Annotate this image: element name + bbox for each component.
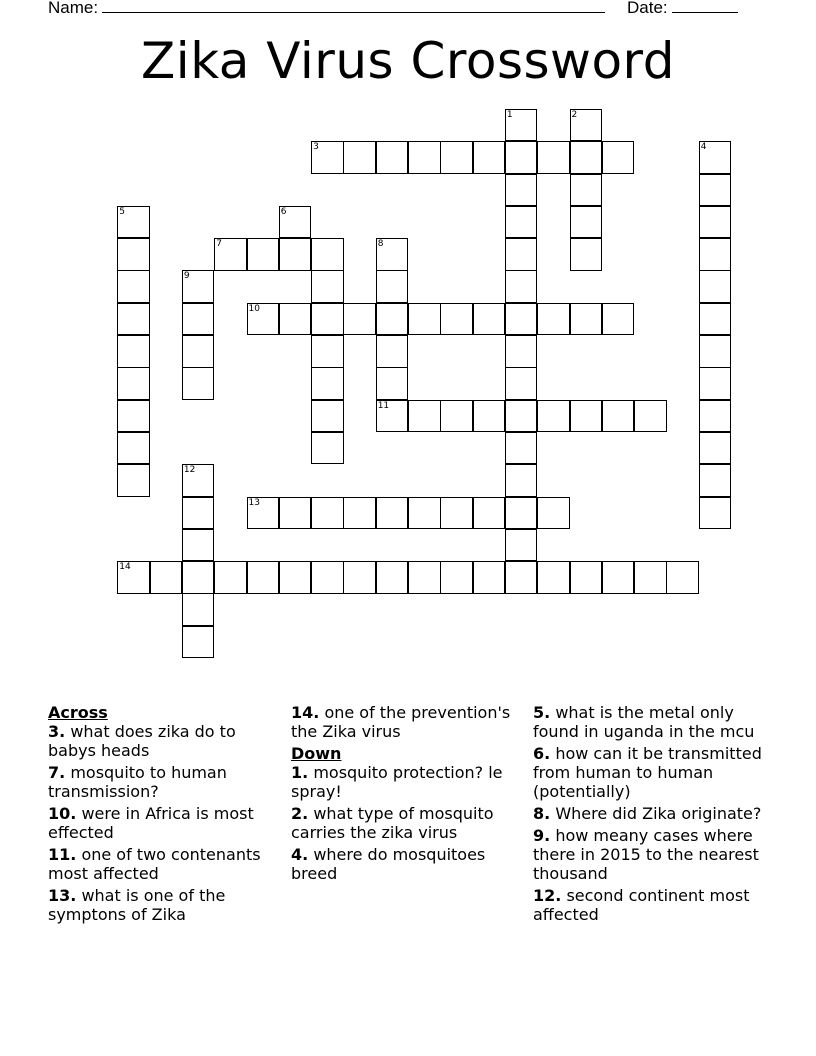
crossword-cell[interactable] [408, 561, 441, 594]
crossword-cell[interactable] [408, 141, 441, 174]
crossword-cell[interactable] [279, 561, 312, 594]
clue-number: 5 [119, 206, 126, 217]
crossword-cell[interactable] [505, 238, 538, 271]
crossword-cell[interactable] [473, 400, 506, 433]
crossword-cell[interactable] [376, 497, 409, 530]
date-label: Date: [627, 0, 668, 17]
crossword-cell[interactable] [182, 270, 215, 303]
crossword-cell[interactable] [214, 238, 247, 271]
crossword-cell[interactable] [247, 561, 280, 594]
crossword-cell[interactable] [440, 561, 473, 594]
crossword-cell[interactable] [279, 206, 312, 239]
crossword-cell[interactable] [505, 432, 538, 465]
crossword-cell[interactable] [505, 303, 538, 336]
crossword-cell[interactable] [117, 367, 150, 400]
crossword-cell[interactable] [699, 238, 732, 271]
crossword-cell[interactable] [376, 303, 409, 336]
crossword-cell[interactable] [505, 400, 538, 433]
crossword-cell[interactable] [570, 561, 603, 594]
crossword-cell[interactable] [182, 464, 215, 497]
clues-column-2 [291, 702, 527, 886]
crossword-cell[interactable] [117, 432, 150, 465]
crossword-cell[interactable] [699, 400, 732, 433]
crossword-cell[interactable] [505, 270, 538, 303]
crossword-cell[interactable] [473, 303, 506, 336]
crossword-cell[interactable] [311, 270, 344, 303]
crossword-cell[interactable] [376, 367, 409, 400]
clue-number: 9 [183, 271, 190, 282]
crossword-cell[interactable] [505, 141, 538, 174]
crossword-cell[interactable] [505, 335, 538, 368]
crossword-cell[interactable] [699, 303, 732, 336]
crossword-cell[interactable] [570, 238, 603, 271]
crossword-cell[interactable] [311, 367, 344, 400]
clue-number: 4 [700, 142, 707, 153]
clue-down-12: 12. second continent most affected [533, 886, 750, 924]
clue-number: 11 [377, 400, 390, 411]
clue-across-13: 13. what is one of the symptons of Zika [48, 886, 226, 924]
crossword-cell[interactable] [699, 335, 732, 368]
crossword-cell[interactable] [117, 206, 150, 239]
clue-number: 10 [248, 303, 260, 314]
crossword-cell[interactable] [602, 561, 635, 594]
crossword-cell[interactable] [117, 303, 150, 336]
crossword-cell[interactable] [505, 529, 538, 562]
crossword-cell[interactable] [182, 335, 215, 368]
crossword-cell[interactable] [247, 238, 280, 271]
crossword-cell[interactable] [473, 497, 506, 530]
crossword-cell[interactable] [537, 141, 570, 174]
clue-number: 6 [280, 206, 287, 217]
crossword-cell[interactable] [311, 141, 344, 174]
crossword-cell[interactable] [182, 626, 215, 659]
crossword-cell[interactable] [311, 303, 344, 336]
crossword-cell[interactable] [537, 561, 570, 594]
clue-number: 2 [571, 109, 578, 120]
crossword-cell[interactable] [117, 270, 150, 303]
crossword-cell[interactable] [440, 141, 473, 174]
clue-across-11: 11. one of two contenants most affected [48, 845, 261, 883]
crossword-cell[interactable] [279, 303, 312, 336]
crossword-cell[interactable] [570, 303, 603, 336]
crossword-cell[interactable] [311, 432, 344, 465]
crossword-cell[interactable] [150, 561, 183, 594]
crossword-cell[interactable] [537, 400, 570, 433]
clue-number: 7 [216, 239, 222, 250]
clue-down-2: 2. what type of mosquito carries the zika virus [291, 804, 494, 842]
crossword-cell[interactable] [505, 464, 538, 497]
crossword-cell[interactable] [182, 303, 215, 336]
crossword-cell[interactable] [311, 335, 344, 368]
clue-number: 14 [119, 562, 131, 573]
crossword-cell[interactable] [699, 464, 732, 497]
crossword-cell[interactable] [699, 270, 732, 303]
clue-down-4: 4. where do mosquitoes breed [291, 845, 486, 883]
clue-number: 3 [313, 142, 319, 153]
crossword-cell[interactable] [699, 206, 732, 239]
clue-across-3: 3. what does zika do to babys heads [48, 722, 236, 760]
clue-across-14: 14. one of the prevention's the Zika virus [291, 703, 511, 741]
crossword-cell[interactable] [182, 497, 215, 530]
crossword-cell[interactable] [117, 400, 150, 433]
crossword-cell[interactable] [602, 303, 635, 336]
crossword-cell[interactable] [376, 400, 409, 433]
crossword-cell[interactable] [570, 400, 603, 433]
crossword-cell[interactable] [343, 141, 376, 174]
clue-down-8: 8. Where did Zika originate? [533, 804, 762, 823]
crossword-cell[interactable] [343, 561, 376, 594]
clues-column-3 [533, 702, 769, 927]
crossword-cell[interactable] [602, 400, 635, 433]
crossword-cell[interactable] [634, 400, 667, 433]
clue-across-7: 7. mosquito to human transmission? [48, 763, 227, 801]
clue-number: 12 [183, 465, 196, 476]
crossword-cell[interactable] [570, 174, 603, 207]
crossword-cell[interactable] [537, 497, 570, 530]
crossword-cell[interactable] [279, 238, 312, 271]
crossword-cell[interactable] [376, 238, 409, 271]
crossword-cell[interactable] [117, 238, 150, 271]
crossword-cell[interactable] [570, 141, 603, 174]
clue-down-1: 1. mosquito protection? le spray! [291, 763, 503, 801]
crossword-cell[interactable] [182, 529, 215, 562]
crossword-cell[interactable] [117, 464, 150, 497]
crossword-cell[interactable] [570, 109, 603, 142]
crossword-cell[interactable] [311, 561, 344, 594]
crossword-cell[interactable] [570, 206, 603, 239]
clue-across-10: 10. were in Africa is most effected [48, 804, 254, 842]
crossword-cell[interactable] [699, 432, 732, 465]
crossword-cell[interactable] [214, 561, 247, 594]
crossword-cell[interactable] [699, 141, 732, 174]
clue-down-6: 6. how can it be transmitted from human to human (potentially) [533, 744, 762, 801]
across-heading: Across [48, 703, 108, 722]
crossword-cell[interactable] [699, 497, 732, 530]
crossword-cell[interactable] [279, 497, 312, 530]
crossword-cell[interactable] [505, 109, 538, 142]
crossword-cell[interactable] [537, 303, 570, 336]
clues-column-1 [48, 702, 284, 927]
crossword-cell[interactable] [376, 561, 409, 594]
crossword-cell[interactable] [473, 141, 506, 174]
crossword-cell[interactable] [311, 400, 344, 433]
crossword-cell[interactable] [699, 174, 732, 207]
crossword-cell[interactable] [505, 561, 538, 594]
name-label: Name: [48, 0, 99, 17]
crossword-cell[interactable] [117, 561, 150, 594]
crossword-cell[interactable] [505, 367, 538, 400]
crossword-cell[interactable] [699, 367, 732, 400]
crossword-cell[interactable] [376, 141, 409, 174]
crossword-cell[interactable] [182, 561, 215, 594]
crossword-cell[interactable] [440, 303, 473, 336]
crossword-cell[interactable] [505, 206, 538, 239]
crossword-cell[interactable] [602, 141, 635, 174]
clue-number: 13 [248, 497, 260, 508]
crossword-cell[interactable] [408, 303, 441, 336]
crossword-cell[interactable] [505, 497, 538, 530]
crossword-cell[interactable] [247, 497, 280, 530]
crossword-cell[interactable] [376, 270, 409, 303]
crossword-cell[interactable] [311, 238, 344, 271]
down-heading: Down [291, 744, 342, 763]
crossword-cell[interactable] [440, 497, 473, 530]
crossword-cell[interactable] [473, 561, 506, 594]
crossword-cell[interactable] [182, 593, 215, 626]
crossword-cell[interactable] [343, 303, 376, 336]
crossword-cell[interactable] [117, 335, 150, 368]
clue-number: 1 [506, 109, 513, 120]
crossword-cell[interactable] [408, 400, 441, 433]
clue-down-9: 9. how meany cases where there in 2015 to the nearest thousand [533, 826, 759, 883]
clue-number: 8 [377, 239, 384, 250]
crossword-cell[interactable] [634, 561, 667, 594]
crossword-cell[interactable] [666, 561, 699, 594]
crossword-cell[interactable] [440, 400, 473, 433]
crossword-cell[interactable] [182, 367, 215, 400]
crossword-cell[interactable] [408, 497, 441, 530]
crossword-cell[interactable] [247, 303, 280, 336]
crossword-cell[interactable] [311, 497, 344, 530]
crossword-cell[interactable] [343, 497, 376, 530]
crossword-cell[interactable] [505, 174, 538, 207]
clue-down-5: 5. what is the metal only found in uganda in the mcu [533, 703, 755, 741]
crossword-cell[interactable] [376, 335, 409, 368]
page-title: Zika Virus Crossword [141, 32, 675, 90]
